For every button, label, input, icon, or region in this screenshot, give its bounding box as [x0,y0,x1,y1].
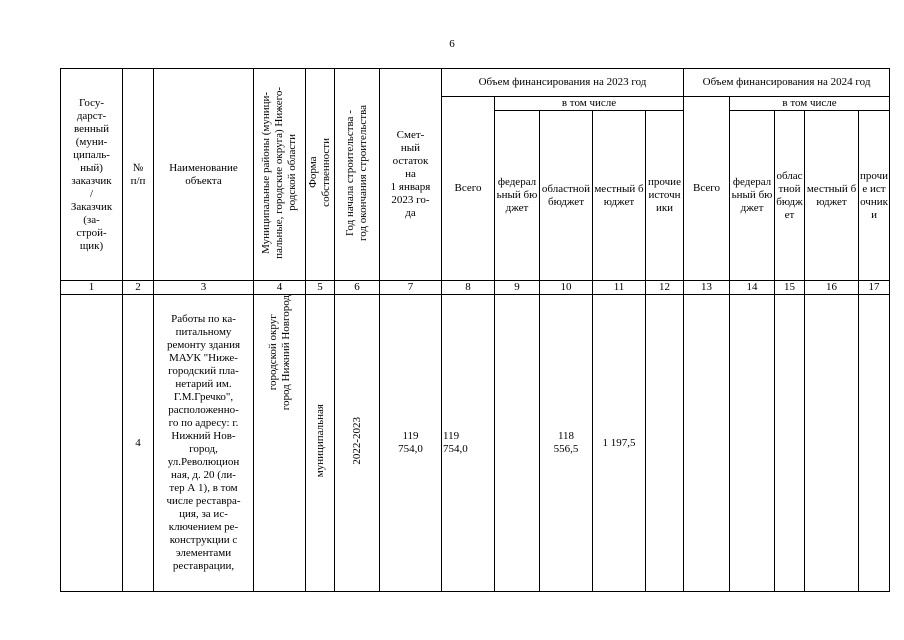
column-number: 5 [306,281,335,295]
header-ownership: Форма собственности [306,69,335,281]
cell-num: 4 [123,295,154,592]
cell-customer [61,295,123,592]
column-number: 1 [61,281,123,295]
cell-local-2023: 1 197,5 [593,295,646,592]
header-customer: Госу- дарст- венный (муни- ципаль- ный) заказчик / Заказчик (за- строй- щик) [61,69,123,281]
header-regional-2024: областной бюджет [775,111,805,281]
cell-years: 2022-2023 [335,295,380,592]
column-number: 16 [805,281,859,295]
header-num: № п/п [123,69,154,281]
cell-ownership: муниципальная [306,295,335,592]
header-estimated-balance: Смет- ный остаток на 1 января 2023 го- да [380,69,442,281]
cell-other-2023 [646,295,684,592]
header-total-2024: Всего [684,97,730,281]
cell-other-2024 [859,295,890,592]
cell-regional-2024 [775,295,805,592]
header-total-2023: Всего [442,97,495,281]
column-number: 11 [593,281,646,295]
column-number: 4 [254,281,306,295]
cell-total-2024 [684,295,730,592]
header-construction-years: Год начала строительства - год окончания строительства [335,69,380,281]
cell-district: городской округ город Нижний Новгород [254,295,306,592]
financing-table [60,68,890,592]
header-object-name: Наименование объекта [154,69,254,281]
column-number: 9 [495,281,540,295]
cell-federal-2023 [495,295,540,592]
column-number: 8 [442,281,495,295]
header-local-2024: местный бюджет [805,111,859,281]
page-number: 6 [449,38,455,50]
column-number: 3 [154,281,254,295]
column-number: 2 [123,281,154,295]
column-number: 6 [335,281,380,295]
header-local-2023: местный бюджет [593,111,646,281]
cell-object-name: Работы по ка- питальному ремонту здания МАУК "Ниже- городский пла- нетарий им. Г.М.Гречко", расположенно- го по адресу: г. Нижний Нов- город, ул.Революцион ная, д. 20 (ли- тер А 1), в том числе реставра- ция, за ис- ключением ре- конструкции с элементами реставрации, [154,295,254,592]
header-including-2023: в том числе [495,97,684,111]
column-number: 17 [859,281,890,295]
column-number: 7 [380,281,442,295]
column-number: 10 [540,281,593,295]
header-districts: Муниципальные районы (муници- пальные, городские округа) Нижего- родской области [254,69,306,281]
header-federal-2023: федеральный бюджет [495,111,540,281]
cell-federal-2024 [730,295,775,592]
column-number: 14 [730,281,775,295]
header-funding-2024: Объем финансирования на 2024 год [684,69,890,97]
column-number: 12 [646,281,684,295]
header-including-2024: в том числе [730,97,890,111]
header-other-2023: прочие источники [646,111,684,281]
column-number: 15 [775,281,805,295]
cell-total-2023: 119 754,0 [442,295,495,592]
header-funding-2023: Объем финансирования на 2023 год [442,69,684,97]
cell-local-2024 [805,295,859,592]
header-federal-2024: федеральный бюджет [730,111,775,281]
header-regional-2023: областной бюджет [540,111,593,281]
column-number: 13 [684,281,730,295]
cell-estimated-balance: 119 754,0 [380,295,442,592]
header-other-2024: прочие источники [859,111,890,281]
table-row [61,295,890,592]
cell-regional-2023: 118 556,5 [540,295,593,592]
